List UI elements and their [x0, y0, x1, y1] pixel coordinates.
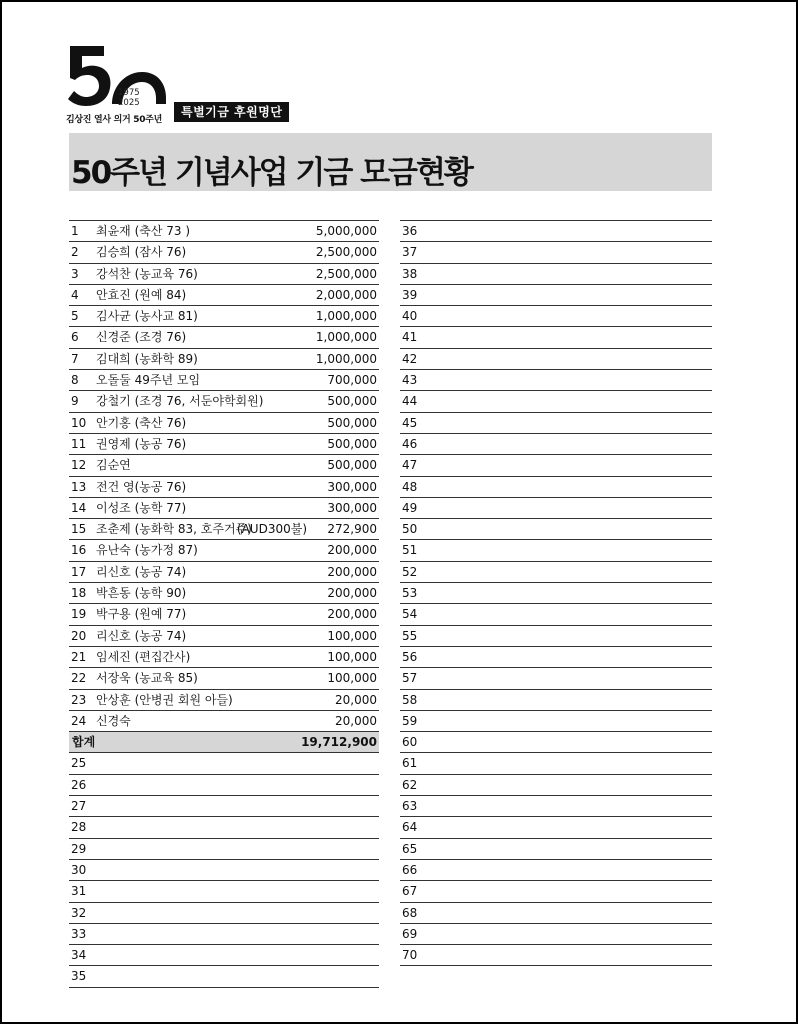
donor-name: 박흔동 (농학 90) [96, 586, 187, 601]
row-number: 27 [71, 799, 87, 814]
empty-row [400, 220, 712, 241]
empty-row [69, 965, 379, 987]
logo-year-start: 1975 [118, 88, 140, 98]
row-number: 26 [71, 777, 87, 792]
empty-row [69, 838, 379, 859]
empty-row [69, 902, 379, 923]
empty-row [400, 625, 712, 646]
donor-name: 안상훈 (안병권 회원 아들) [96, 692, 233, 707]
row-number: 53 [402, 586, 418, 601]
empty-row [400, 241, 712, 262]
row-number: 60 [402, 735, 418, 750]
empty-row [69, 816, 379, 837]
donor-number: 11 [71, 436, 87, 451]
donor-number: 7 [71, 351, 79, 366]
donor-number: 24 [71, 713, 87, 728]
empty-row [400, 667, 712, 688]
donor-amount: 300,000 [327, 479, 377, 494]
empty-row [400, 944, 712, 966]
empty-row [400, 816, 712, 837]
donor-name: 안효진 (원예 84) [96, 287, 187, 302]
empty-row [400, 838, 712, 859]
donor-row [69, 539, 379, 560]
donor-number: 13 [71, 479, 87, 494]
empty-row [400, 752, 712, 773]
donor-row [69, 369, 379, 390]
row-number: 38 [402, 266, 418, 281]
empty-row [400, 880, 712, 901]
empty-row [69, 880, 379, 901]
row-number: 64 [402, 820, 418, 835]
donor-name: 임세진 (편집간사) [96, 649, 191, 664]
donor-number: 18 [71, 586, 87, 601]
empty-row [69, 944, 379, 965]
total-label: 합계 [72, 735, 96, 750]
logo-year-end: 2025 [118, 98, 140, 108]
row-number: 35 [71, 969, 87, 984]
row-number: 57 [402, 671, 418, 686]
donor-number: 19 [71, 607, 87, 622]
donor-name: 전건 영(농공 76) [96, 479, 187, 494]
donor-number: 22 [71, 671, 87, 686]
row-number: 30 [71, 862, 87, 877]
donor-number: 14 [71, 500, 87, 515]
row-number: 55 [402, 628, 418, 643]
donor-name: 리신호 (농공 74) [96, 628, 187, 643]
donor-amount: 500,000 [327, 458, 377, 473]
donor-amount: 500,000 [327, 436, 377, 451]
row-number: 45 [402, 415, 418, 430]
row-number: 28 [71, 820, 87, 835]
row-number: 50 [402, 522, 418, 537]
empty-row [400, 518, 712, 539]
donor-amount: 20,000 [335, 713, 377, 728]
row-number: 70 [402, 948, 418, 963]
donor-row [69, 433, 379, 454]
donor-table-right [400, 220, 712, 966]
empty-row [400, 859, 712, 880]
donor-row [69, 476, 379, 497]
donor-name: 권영제 (농공 76) [96, 436, 187, 451]
empty-row [400, 305, 712, 326]
empty-row [400, 646, 712, 667]
donor-number: 9 [71, 394, 79, 409]
row-number: 69 [402, 926, 418, 941]
donor-amount: 2,500,000 [315, 245, 377, 260]
row-number: 51 [402, 543, 418, 558]
donor-amount: 200,000 [327, 607, 377, 622]
donor-name: 유난숙 (농가정 87) [96, 543, 198, 558]
donor-name: 강철기 (조경 76, 서둔야학회원) [96, 394, 264, 409]
row-number: 39 [402, 287, 418, 302]
donor-number: 16 [71, 543, 87, 558]
donor-amount: 300,000 [327, 500, 377, 515]
donor-row [69, 390, 379, 411]
row-number: 68 [402, 905, 418, 920]
empty-row [400, 369, 712, 390]
donor-row [69, 412, 379, 433]
empty-row [400, 348, 712, 369]
row-number: 31 [71, 884, 87, 899]
row-number: 44 [402, 394, 418, 409]
donor-name: 리신호 (농공 74) [96, 564, 187, 579]
donor-name: 신경준 (조경 76) [96, 330, 187, 345]
donor-name: 안기홍 (축산 76) [96, 415, 187, 430]
row-number: 65 [402, 841, 418, 856]
donor-name: 신경숙 [96, 713, 131, 728]
donor-name: 강석찬 (농교육 76) [96, 266, 198, 281]
row-number: 43 [402, 373, 418, 388]
donor-number: 21 [71, 649, 87, 664]
donor-row [69, 326, 379, 347]
empty-row [400, 689, 712, 710]
donor-name: 박구용 (원예 77) [96, 607, 187, 622]
row-number: 67 [402, 884, 418, 899]
donor-amount: 1,000,000 [315, 309, 377, 324]
row-number: 61 [402, 756, 418, 771]
page-title: 50주년 기념사업 기금 모금현황 [71, 155, 472, 191]
donor-name: 서장욱 (농교육 85) [96, 671, 198, 686]
row-number: 59 [402, 713, 418, 728]
donor-amount: 20,000 [335, 692, 377, 707]
donor-amount: 2,500,000 [315, 266, 377, 281]
donor-number: 4 [71, 287, 79, 302]
row-number: 34 [71, 948, 87, 963]
row-number: 36 [402, 224, 418, 238]
donor-number: 1 [71, 224, 79, 238]
donor-number: 5 [71, 309, 79, 324]
row-number: 48 [402, 479, 418, 494]
empty-row [400, 902, 712, 923]
donor-amount: 200,000 [327, 586, 377, 601]
donor-amount: 500,000 [327, 394, 377, 409]
empty-row [400, 774, 712, 795]
logo-years [118, 88, 140, 108]
donor-row [69, 241, 379, 262]
donor-row [69, 284, 379, 305]
empty-row [400, 923, 712, 944]
donor-name: 김순연 [96, 458, 131, 473]
empty-row [400, 454, 712, 475]
donor-number: 20 [71, 628, 87, 643]
donor-name: 김사균 (농사교 81) [96, 309, 198, 324]
row-number: 49 [402, 500, 418, 515]
row-number: 58 [402, 692, 418, 707]
empty-row [400, 476, 712, 497]
row-number: 42 [402, 351, 418, 366]
donor-row [69, 305, 379, 326]
donor-table-left [69, 220, 379, 988]
donor-amount: 700,000 [327, 373, 377, 388]
donor-number: 10 [71, 415, 87, 430]
empty-row [400, 795, 712, 816]
donor-row [69, 689, 379, 710]
donor-number: 8 [71, 373, 79, 388]
empty-row [69, 923, 379, 944]
donor-row [69, 625, 379, 646]
empty-row [69, 859, 379, 880]
empty-row [400, 263, 712, 284]
donor-row [69, 518, 379, 539]
donor-row [69, 582, 379, 603]
donor-row [69, 454, 379, 475]
empty-row [69, 774, 379, 795]
donor-amount: 100,000 [327, 671, 377, 686]
donor-amount: 5,000,000 [315, 224, 377, 238]
empty-row [400, 412, 712, 433]
empty-row [69, 752, 379, 773]
row-number: 40 [402, 309, 418, 324]
donor-row [69, 263, 379, 284]
donor-number: 3 [71, 266, 79, 281]
donor-name: 김대희 (농화학 89) [96, 351, 198, 366]
row-number: 52 [402, 564, 418, 579]
donor-row [69, 667, 379, 688]
donor-number: 17 [71, 564, 87, 579]
donor-amount: 500,000 [327, 415, 377, 430]
row-number: 41 [402, 330, 418, 345]
donor-note: (AUD300불) [236, 522, 307, 537]
anniversary-logo [66, 42, 176, 126]
row-number: 33 [71, 926, 87, 941]
logo-caption: 김상진 열사 의거 50주년 [66, 115, 162, 125]
empty-row [400, 390, 712, 411]
donor-amount: 100,000 [327, 649, 377, 664]
row-number: 66 [402, 862, 418, 877]
donor-name: 조춘제 (농화학 83, 호주거주) [96, 522, 252, 537]
donor-row [69, 497, 379, 518]
empty-row [400, 326, 712, 347]
empty-row [400, 433, 712, 454]
row-number: 32 [71, 905, 87, 920]
empty-row [400, 284, 712, 305]
title-banner [69, 133, 712, 191]
row-number: 54 [402, 607, 418, 622]
donor-amount: 200,000 [327, 543, 377, 558]
donor-amount: 2,000,000 [315, 287, 377, 302]
empty-row [400, 603, 712, 624]
total-amount: 19,712,900 [301, 735, 377, 750]
donor-amount: 1,000,000 [315, 330, 377, 345]
donor-row [69, 348, 379, 369]
donor-name: 오돌둘 49주년 모임 [96, 373, 201, 388]
empty-row [400, 710, 712, 731]
donor-row [69, 603, 379, 624]
donor-row [69, 710, 379, 731]
donor-number: 12 [71, 458, 87, 473]
empty-row [400, 561, 712, 582]
row-number: 25 [71, 756, 87, 771]
row-number: 47 [402, 458, 418, 473]
donor-amount: 100,000 [327, 628, 377, 643]
empty-row [69, 795, 379, 816]
empty-row [400, 731, 712, 752]
donor-amount: 200,000 [327, 564, 377, 579]
empty-row [400, 582, 712, 603]
row-number: 62 [402, 777, 418, 792]
donor-name: 이성조 (농학 77) [96, 500, 187, 515]
donor-number: 23 [71, 692, 87, 707]
donor-row [69, 646, 379, 667]
row-number: 63 [402, 799, 418, 814]
row-number: 29 [71, 841, 87, 856]
row-number: 46 [402, 436, 418, 451]
donor-name: 최윤재 (축산 73 ) [96, 224, 191, 238]
empty-row [400, 539, 712, 560]
total-row [69, 731, 379, 752]
donor-row [69, 561, 379, 582]
row-number: 56 [402, 649, 418, 664]
donor-amount: 272,900 [327, 522, 377, 537]
donor-number: 6 [71, 330, 79, 345]
special-fund-badge: 특별기금 후원명단 [174, 102, 289, 122]
row-number: 37 [402, 245, 418, 260]
empty-row [400, 497, 712, 518]
donor-name: 김승희 (잠사 76) [96, 245, 187, 260]
donor-amount: 1,000,000 [315, 351, 377, 366]
donor-number: 15 [71, 522, 87, 537]
donor-row [69, 220, 379, 241]
donor-number: 2 [71, 245, 79, 260]
